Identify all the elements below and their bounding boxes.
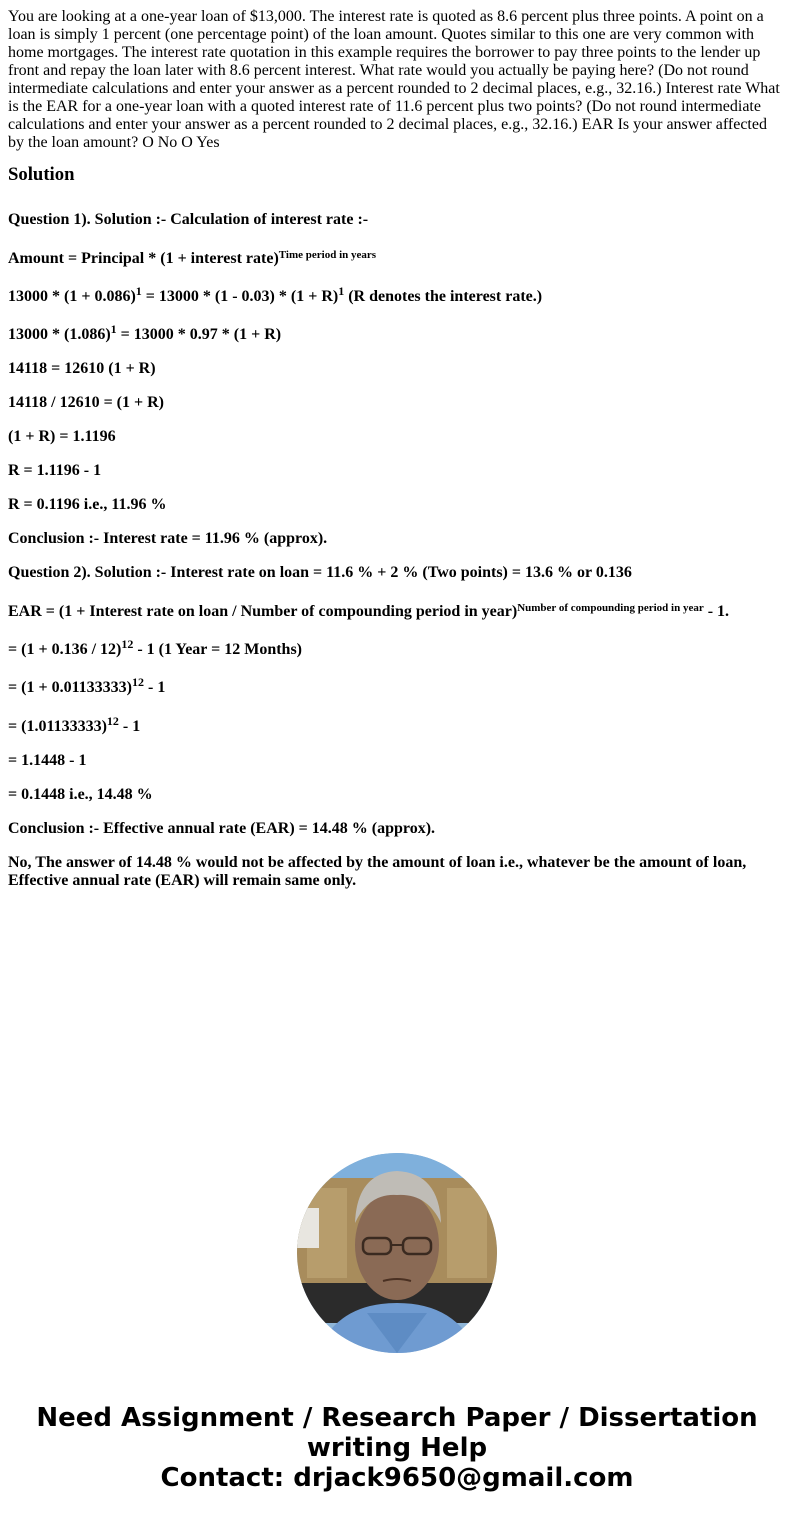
eq2-b: = 13000 * 0.97 * (1 + R) xyxy=(116,326,282,343)
equation-7: R = 0.1196 i.e., 11.96 % xyxy=(8,496,167,513)
ear-step-1 xyxy=(8,637,786,659)
equation-6: R = 1.1196 - 1 xyxy=(8,462,102,479)
ear1-a: = (1 + 0.136 / 12) xyxy=(8,641,122,658)
ear-formula-exponent: Number of compounding period in year xyxy=(517,602,704,614)
ear1-b: - 1 (1 Year = 12 Months) xyxy=(133,641,302,658)
author-avatar xyxy=(297,1153,497,1353)
promo-footer xyxy=(0,1403,794,1493)
promo-line-2: writing Help xyxy=(306,1433,488,1463)
q2-conclusion: Conclusion :- Effective annual rate (EAR) = 14.48 % (approx). xyxy=(8,820,436,837)
q3-answer: No, The answer of 14.48 % would not be affected by the amount of loan i.e., whatever be the amount of loan, Effective annual rate (EAR) will remain same only. xyxy=(8,854,747,889)
q1-conclusion: Conclusion :- Interest rate = 11.96 % (approx). xyxy=(8,530,328,547)
solution-heading: Solution xyxy=(8,164,75,185)
q1-title: Question 1). Solution :- Calculation of interest rate :- xyxy=(8,211,369,228)
formula-base: Amount = Principal * (1 + interest rate) xyxy=(8,250,279,267)
ear-step-3 xyxy=(8,714,786,736)
equation-3: 14118 = 12610 (1 + R) xyxy=(8,360,156,377)
eq2-a-exp: 1 xyxy=(110,322,117,336)
question-text: You are looking at a one-year loan of $13,000. The interest rate is quoted as 8.6 percent plus three points. A point on a loan is simply 1 percent (one percentage point) of the loan amount. Quotes similar to this one are very common with home mortgages. The interest rate quotation in this example requires the borrower to pay three points to the lender up front and repay the loan later with 8.6 percent interest. What rate would you actually be paying here? (Do not round intermediate calculations and enter your answer as a percent rounded to 2 decimal places, e.g., 32.16.) Interest rate What is the EAR for a one-year loan with a quoted interest rate of 11.6 percent plus two points? (Do not round intermediate calculations and enter your answer as a percent rounded to 2 decimal places, e.g., 32.16.) EAR Is your answer affected by the loan amount? O No O Yes xyxy=(8,8,780,151)
document xyxy=(0,0,794,186)
equation-4: 14118 / 12610 = (1 + R) xyxy=(8,394,165,411)
eq1-b: = 13000 * (1 - 0.03) * (1 + R) xyxy=(141,288,339,305)
eq1-a: 13000 * (1 + 0.086) xyxy=(8,288,136,305)
formula-exponent: Time period in years xyxy=(278,249,377,261)
ear-step-2 xyxy=(8,675,786,697)
equation-2 xyxy=(8,322,786,344)
ear-formula-base: EAR = (1 + Interest rate on loan / Number of compounding period in year) xyxy=(8,603,518,620)
eq1-a-exp: 1 xyxy=(135,284,142,298)
author-photo-icon xyxy=(297,1153,497,1353)
eq1-b-exp: 1 xyxy=(338,284,345,298)
contact-email: Contact: drjack9650@gmail.com xyxy=(160,1463,634,1493)
ear2-a: = (1 + 0.01133333) xyxy=(8,679,133,696)
promo-line-1: Need Assignment / Research Paper / Dissertation xyxy=(36,1403,758,1433)
ear3-b: - 1 xyxy=(118,718,141,735)
eq2-a: 13000 * (1.086) xyxy=(8,326,111,343)
ear3-a: = (1.01133333) xyxy=(8,718,107,735)
ear-formula xyxy=(8,603,786,621)
ear1-exp: 12 xyxy=(121,637,134,651)
ear-step-4: = 1.1448 - 1 xyxy=(8,752,87,769)
ear2-exp: 12 xyxy=(132,675,145,689)
q2-title: Question 2). Solution :- Interest rate on loan = 11.6 % + 2 % (Two points) = 13.6 % or 0.136 xyxy=(8,564,632,581)
ear-formula-tail: - 1. xyxy=(703,603,730,620)
equation-5: (1 + R) = 1.1196 xyxy=(8,428,116,445)
ear-step-5: = 0.1448 i.e., 14.48 % xyxy=(8,786,153,803)
ear3-exp: 12 xyxy=(106,714,119,728)
amount-formula xyxy=(8,250,786,268)
eq1-c: (R denotes the interest rate.) xyxy=(344,288,543,305)
equation-1 xyxy=(8,284,786,306)
ear2-b: - 1 xyxy=(144,679,166,696)
